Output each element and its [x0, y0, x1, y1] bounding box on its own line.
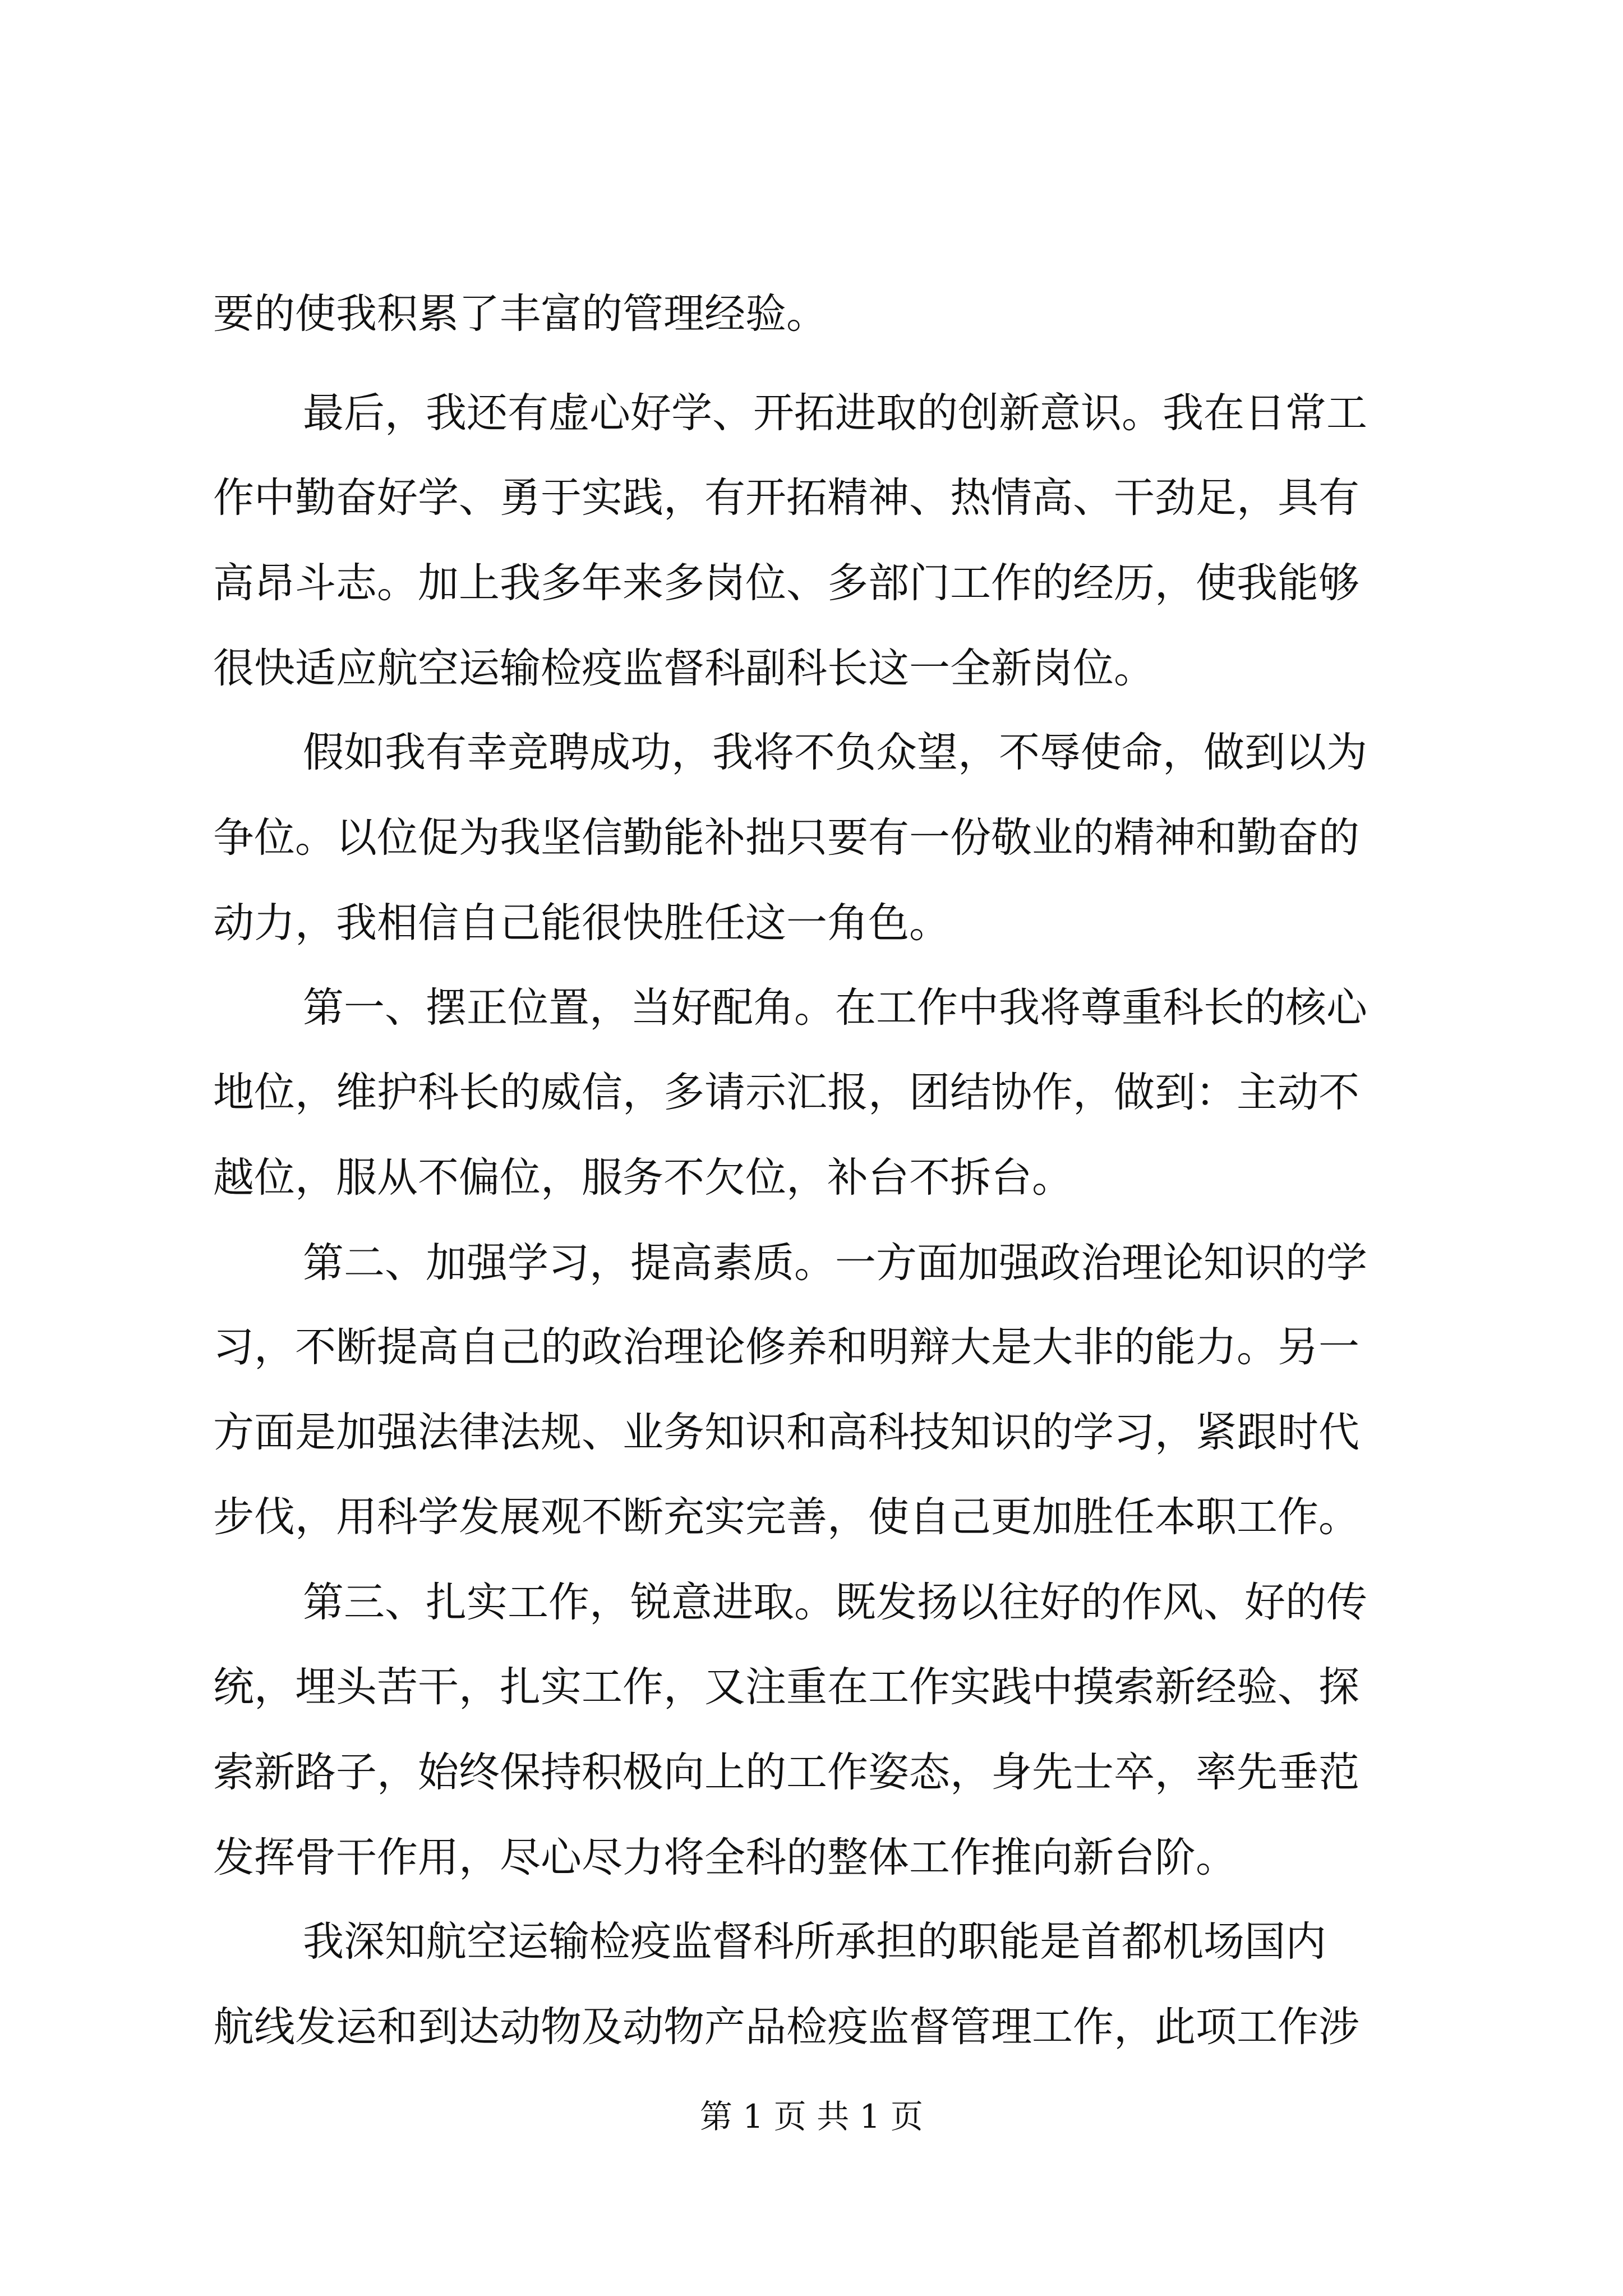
text-line: [0, 1558, 1623, 1648]
text-line: [0, 1048, 1623, 1138]
line-text: 习，不断提高自己的政治理论修养和明辩大是大非的能力。另一: [213, 1323, 1359, 1371]
line-text: 越位，服从不偏位，服务不欠位，补台不拆台。: [213, 1154, 1073, 1202]
page-footer: 第 1 页 共 1 页: [700, 2097, 923, 2136]
text-line: [0, 1388, 1623, 1478]
line-text: 高昂斗志。加上我多年来多岗位、多部门工作的经历，使我能够: [213, 559, 1359, 607]
text-line: [0, 1897, 1623, 1987]
text-line: [0, 1642, 1623, 1732]
line-text: 假如我有幸竞聘成功，我将不负众望，不辱使命，做到以为: [303, 729, 1367, 776]
line-text: 很快适应航空运输检疫监督科副科长这一全新岗位。: [213, 645, 1155, 692]
text-line: [0, 539, 1623, 628]
line-text: 要的使我积累了丰富的管理经验。: [213, 290, 827, 338]
text-line: [0, 1813, 1623, 1903]
line-text: 航线发运和到达动物及动物产品检疫监督管理工作，此项工作涉: [213, 2003, 1359, 2051]
line-text: 第一、摆正位置，当好配角。在工作中我将尊重科长的核心: [303, 984, 1367, 1032]
line-text: 发挥骨干作用，尽心尽力将全科的整体工作推向新台阶。: [213, 1834, 1237, 1881]
line-text: 地位，维护科长的威信，多请示汇报，团结协作，做到：主动不: [213, 1069, 1359, 1116]
line-text: 最后，我还有虚心好学、开拓进取的创新意识。我在日常工: [303, 389, 1367, 437]
text-line: [0, 1728, 1623, 1818]
text-line: [0, 1303, 1623, 1392]
line-text: 作中勤奋好学、勇于实践，有开拓精神、热情高、干劲足，具有: [213, 474, 1359, 522]
text-line: [0, 793, 1623, 883]
text-line: [0, 269, 1623, 359]
text-line: [0, 1473, 1623, 1562]
text-line: [0, 878, 1623, 968]
text-line: [0, 369, 1623, 458]
text-line: [0, 453, 1623, 543]
text-line: [0, 963, 1623, 1053]
text-line: [0, 708, 1623, 798]
line-text: 第三、扎实工作，锐意进取。既发扬以往好的作风、好的传: [303, 1579, 1367, 1626]
line-text: 统，埋头苦干，扎实工作，又注重在工作实践中摸索新经验、探: [213, 1663, 1359, 1711]
text-line: [0, 1982, 1623, 2072]
text-line: [0, 1218, 1623, 1308]
text-line: [0, 1133, 1623, 1223]
line-text: 第二、加强学习，提高素质。一方面加强政治理论知识的学: [303, 1239, 1367, 1287]
line-text: 方面是加强法律法规、业务知识和高科技知识的学习，紧跟时代: [213, 1409, 1359, 1456]
line-text: 索新路子，始终保持积极向上的工作姿态，身先士卒，率先垂范: [213, 1749, 1359, 1796]
line-text: 争位。以位促为我坚信勤能补拙只要有一份敬业的精神和勤奋的: [213, 814, 1359, 862]
text-line: [0, 624, 1623, 714]
line-text: 步伐，用科学发展观不断充实完善，使自己更加胜任本职工作。: [213, 1493, 1359, 1541]
line-text: 动力，我相信自己能很快胜任这一角色。: [213, 899, 950, 947]
line-text: 我深知航空运输检疫监督科所承担的职能是首都机场国内: [303, 1918, 1326, 1966]
